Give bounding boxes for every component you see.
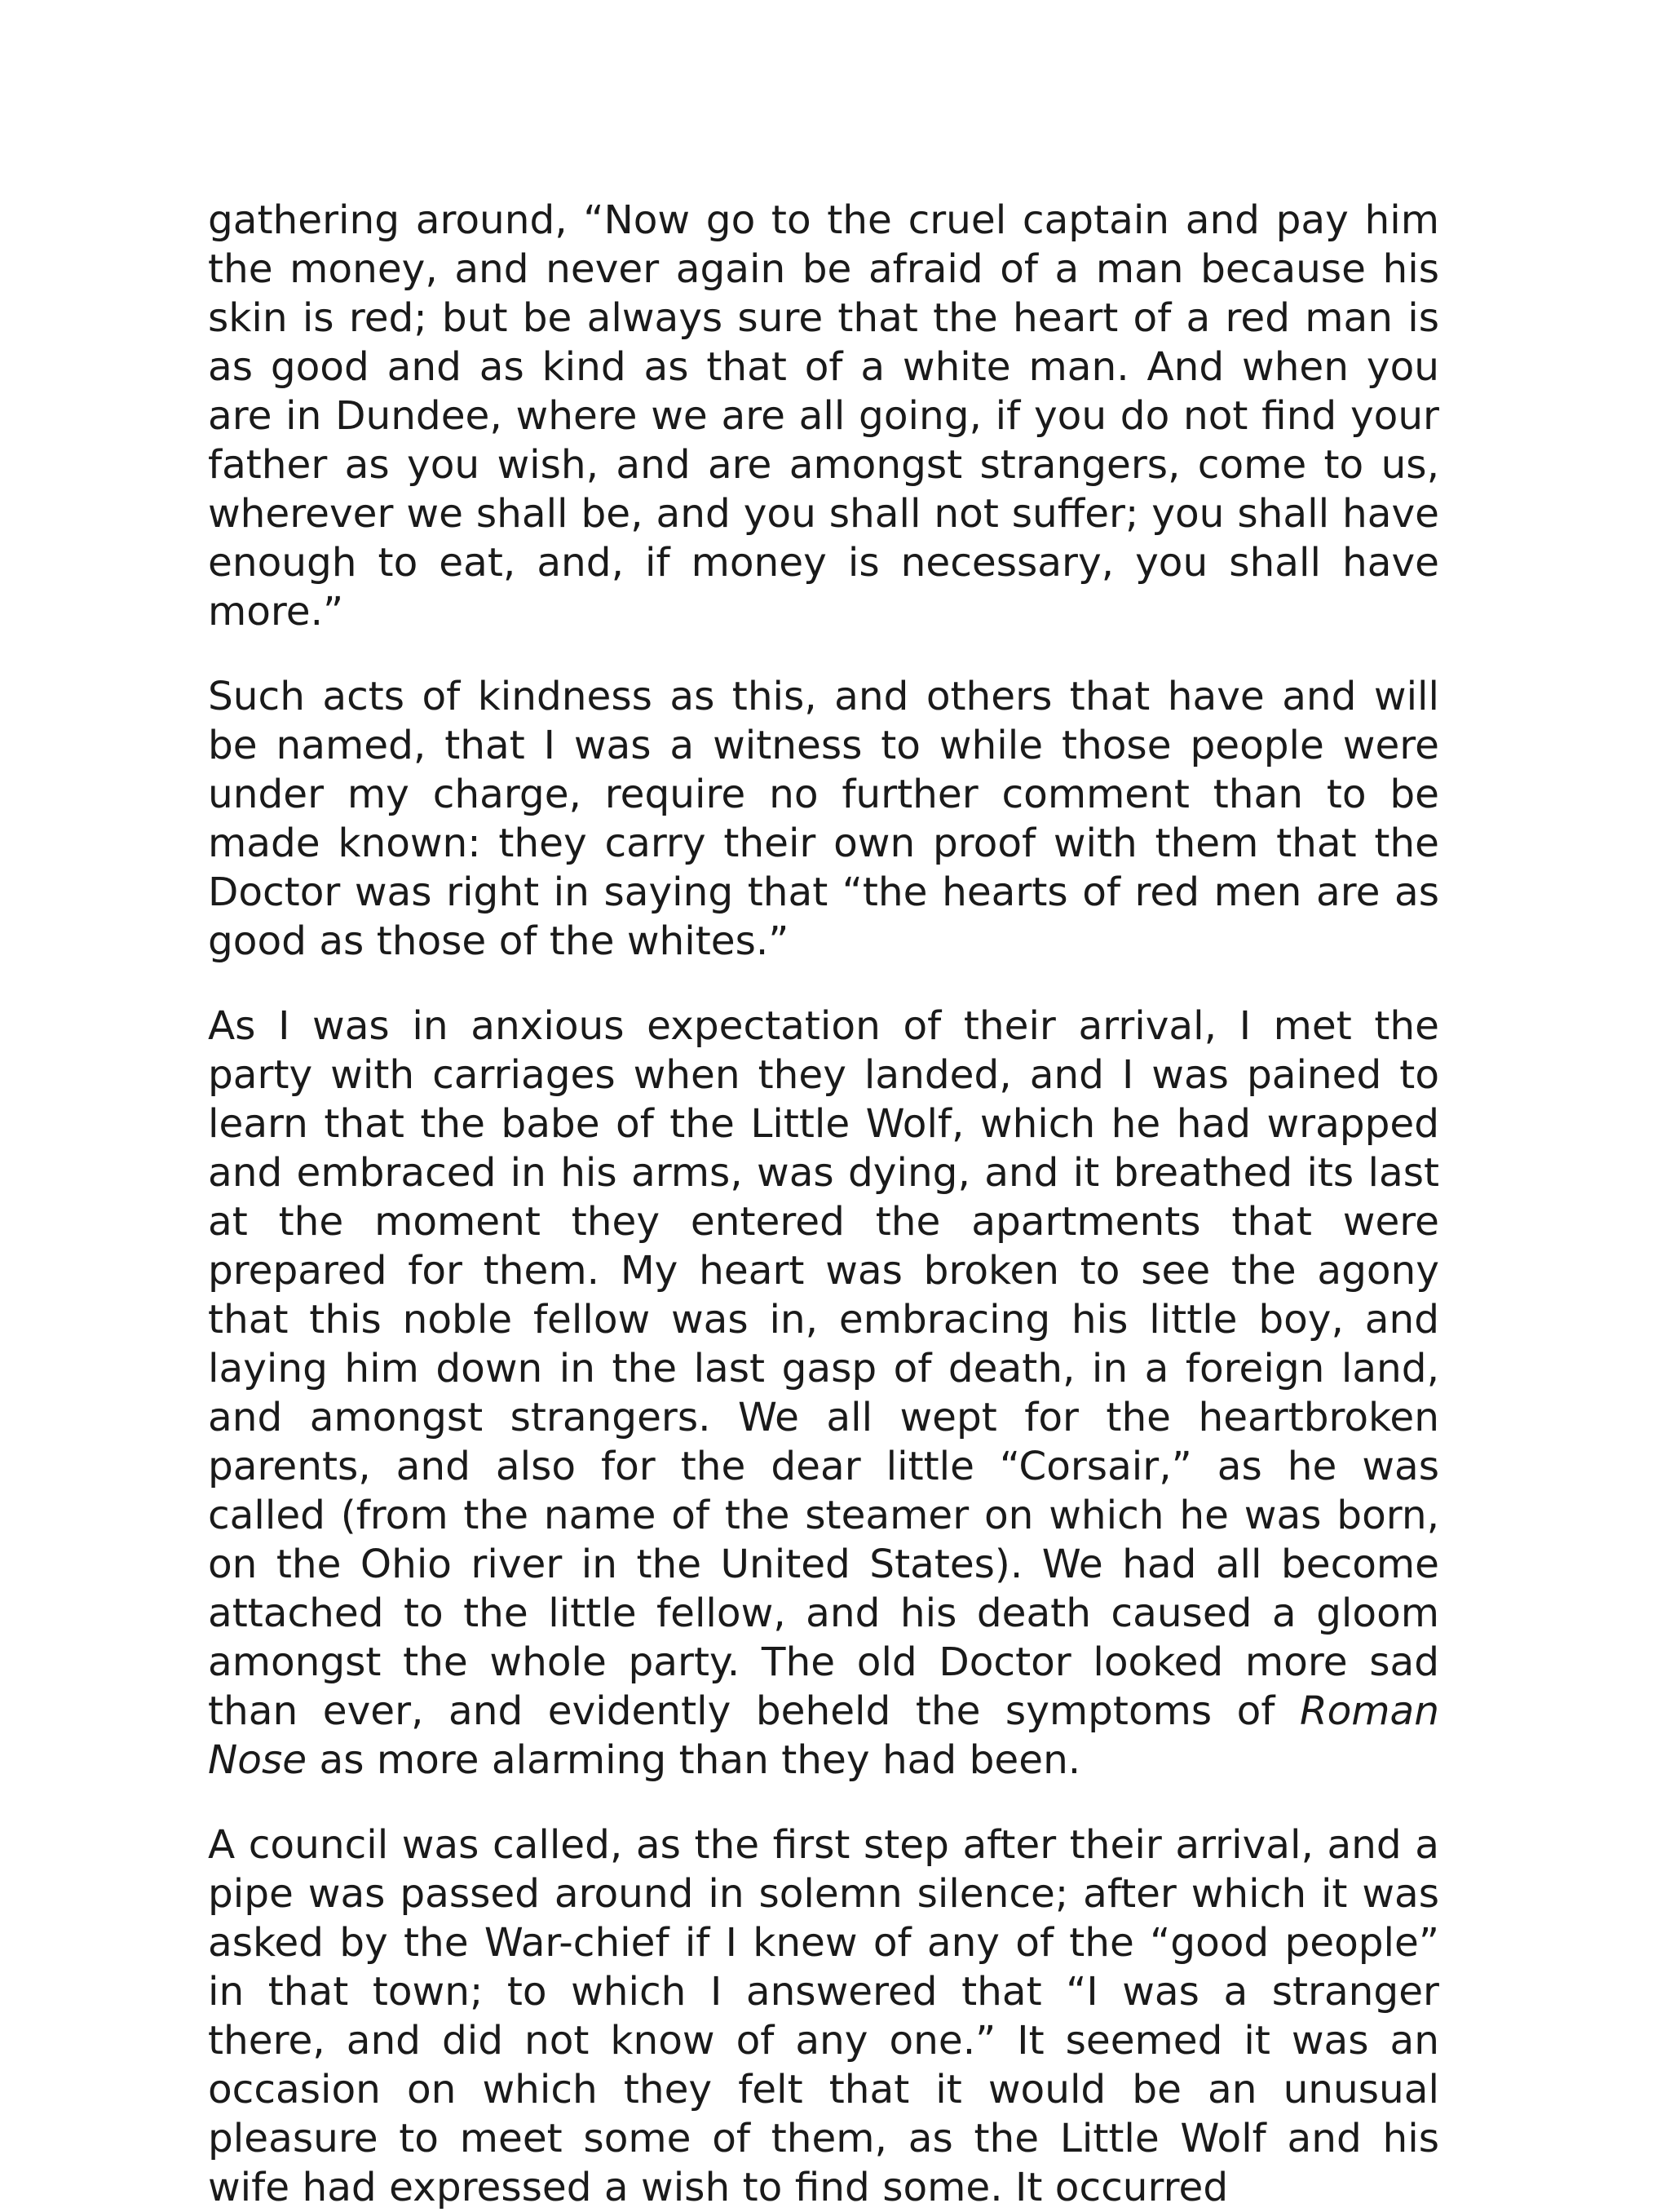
paragraph-4 [208,1820,1439,2212]
page-body [208,196,1439,2212]
paragraph-3-text: As I was in anxious expectation of their arrival, I met the party with carriages when they landed, and I was pained to learn that the babe of the Little Wolf, which he had wrapped and embraced in his arms, was dying, and it breathed its last at the moment they entered the apartments that were prepared for them. My heart was broken to see the agony that this noble fellow was in, embracing his little boy, and laying him down in the last gasp of death, in a foreign land, and amongst strangers. We all wept for the heartbroken parents, and also for the dear little “Corsair,” as he was called (from the name of the steamer on which he was born, on the Ohio river in the United States). We had all become attached to the little fellow, and his death caused a gloom amongst the whole party. The old Doctor looked more sad than ever, and evidently beheld the symptoms of [208,1003,1439,1734]
paragraph-3 [208,1002,1439,1785]
paragraph-3-italic-name: Roman Nose [208,1688,1440,1783]
paragraph-2 [208,672,1439,966]
paragraph-1 [208,196,1439,636]
paragraph-2-text: Such acts of kindness as this, and others that have and will be named, that I was a witness to while those people were under my charge, require no further comment than to be made known: they carry their own proof with them that the Doctor was right in saying that “the hearts of red men are as good as those of the whites.” [208,674,1439,964]
paragraph-4-text: A council was called, as the first step after their arrival, and a pipe was passed around in solemn silence; after which it was asked by the War-chief if I knew of any of the “good people” in that town; to which I answered that “I was a stranger there, and did not know of any one.” It seemed it was an occasion on which they felt that it would be an unusual pleasure to meet some of them, as the Little Wolf and his wife had expressed a wish to find some. It occurred [208,1822,1439,2210]
paragraph-1-text: gathering around, “Now go to the cruel captain and pay him the money, and never again be afraid of a man because his skin is red; but be always sure that the heart of a red man is as good and as kind as that of a white man. And when you are in Dundee, where we are all going, if you do not find your father as you wish, and are amongst strangers, come to us, wherever we shall be, and you shall not suffer; you shall have enough to eat, and, if money is necessary, you shall have more.” [208,197,1439,635]
paragraph-3-tail: as more alarming than they had been. [307,1737,1081,1783]
